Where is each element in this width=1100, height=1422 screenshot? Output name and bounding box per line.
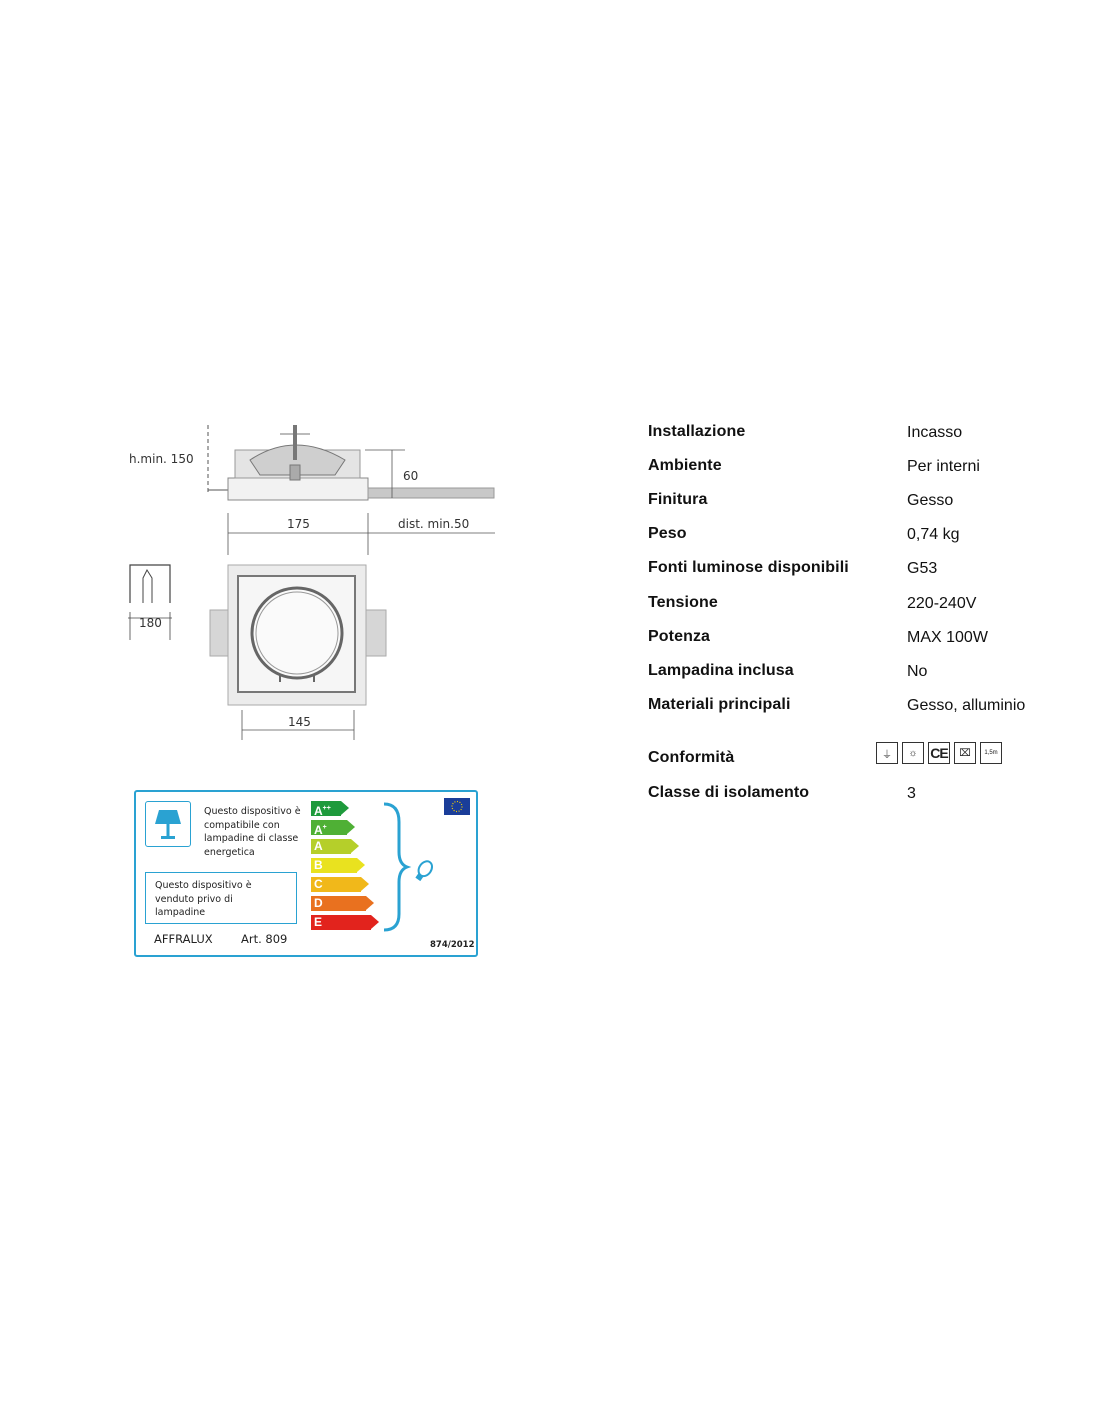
dim-cutout: 180 xyxy=(139,616,162,630)
spec-key: Installazione xyxy=(648,423,746,440)
top-view xyxy=(210,565,386,705)
spec-key: Conformità xyxy=(648,749,735,766)
spec-value: 0,74 kg xyxy=(907,526,960,543)
spec-value: 3 xyxy=(907,785,916,802)
energy-class-2 xyxy=(311,839,381,854)
spec-value: Gesso, alluminio xyxy=(907,697,1026,714)
dim-inner: 145 xyxy=(288,715,311,729)
energy-class-scale xyxy=(311,801,381,934)
energy-class-1 xyxy=(311,820,381,835)
energy-class-0 xyxy=(311,801,381,816)
brand-name: AFFRALUX xyxy=(154,932,213,946)
dim-dist-min: dist. min.50 xyxy=(398,517,470,531)
energy-class-label: A++ xyxy=(314,804,331,818)
compatibility-text: Questo dispositivo è compatibile con lampadine di classe energetica xyxy=(204,806,301,858)
spec-value: Gesso xyxy=(907,492,954,509)
energy-class-6 xyxy=(311,915,381,930)
weee-bin-icon: ⌧ xyxy=(954,742,976,764)
spec-value: MAX 100W xyxy=(907,629,988,646)
photobiological-icon: ☼ xyxy=(902,742,924,764)
spec-value: 220-240V xyxy=(907,595,977,612)
side-view xyxy=(208,425,494,500)
spec-key: Peso xyxy=(648,525,687,542)
article-number: Art. 809 xyxy=(241,932,288,946)
brace-bulb-icon xyxy=(381,802,461,932)
lamp-icon-box xyxy=(145,801,191,847)
dim-h-min: h.min. 150 xyxy=(129,452,194,466)
spec-key: Fonti luminose disponibili xyxy=(648,559,849,576)
conformity-marks xyxy=(876,742,1002,764)
dim-width: 175 xyxy=(287,517,310,531)
spec-key: Finitura xyxy=(648,491,708,508)
spec-key: Lampadina inclusa xyxy=(648,662,794,679)
spec-key: Ambiente xyxy=(648,457,722,474)
spec-value: G53 xyxy=(907,560,938,577)
dim-depth: 60 xyxy=(403,469,419,483)
energy-class-4 xyxy=(311,877,381,892)
energy-class-label: C xyxy=(314,877,323,891)
energy-class-label: D xyxy=(314,896,323,910)
regulation-number: 874/2012 xyxy=(430,940,475,950)
sold-without-bulbs-box xyxy=(145,872,297,924)
spec-key: Tensione xyxy=(648,594,718,611)
energy-class-label: A xyxy=(314,839,323,853)
spec-key: Potenza xyxy=(648,628,711,645)
spec-value: No xyxy=(907,663,928,680)
ce-mark-icon: CE xyxy=(928,742,950,764)
drawing-svg xyxy=(120,420,520,750)
spec-value: Incasso xyxy=(907,424,963,441)
class-ii-icon: ⏚ xyxy=(876,742,898,764)
energy-label xyxy=(134,790,478,957)
energy-class-label: E xyxy=(314,915,323,929)
energy-class-label: B xyxy=(314,858,323,872)
sold-without-bulbs-text: Questo dispositivo è venduto privo di lampadine xyxy=(155,880,252,918)
table-lamp-icon xyxy=(146,802,190,846)
energy-class-5 xyxy=(311,896,381,911)
energy-class-label: A+ xyxy=(314,823,327,837)
energy-class-3 xyxy=(311,858,381,873)
1.5m-icon: 1,5m xyxy=(980,742,1002,764)
spec-key: Materiali principali xyxy=(648,696,791,713)
technical-drawing xyxy=(120,420,520,750)
spec-key: Classe di isolamento xyxy=(648,784,810,801)
spec-value: Per interni xyxy=(907,458,980,475)
